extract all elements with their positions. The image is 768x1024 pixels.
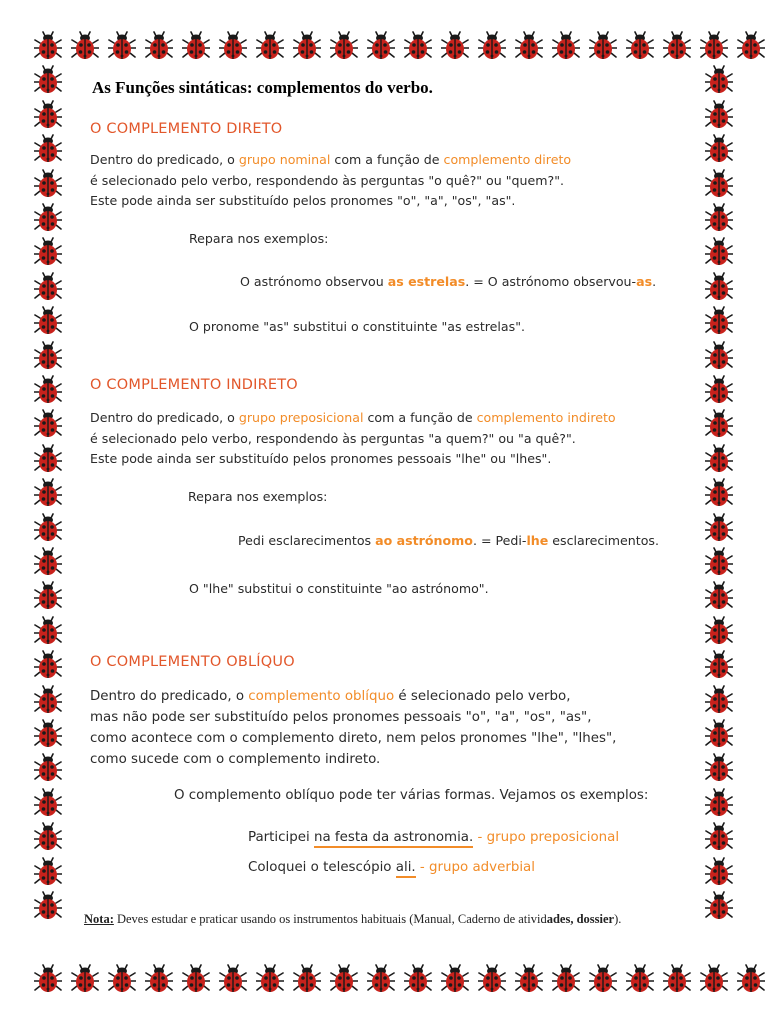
ladybug-icon: [108, 31, 136, 61]
direct-examples-label: Repara nos exemplos:: [189, 231, 329, 246]
ladybug-icon: [705, 513, 733, 543]
ladybug-icon: [34, 650, 62, 680]
ladybug-icon: [71, 964, 99, 994]
ladybug-icon: [663, 31, 691, 61]
ladybug-icon: [705, 857, 733, 887]
ladybug-icon: [34, 444, 62, 474]
ladybug-icon: [34, 100, 62, 130]
oblique-forms-intro: O complemento oblíquo pode ter várias formas. Vejamos os exemplos:: [174, 788, 649, 803]
ladybug-icon: [737, 31, 765, 61]
ladybug-icon: [367, 964, 395, 994]
ladybug-icon: [34, 237, 62, 267]
ladybug-icon: [219, 964, 247, 994]
indirect-explanation: O "lhe" substitui o constituinte "ao astrónomo".: [189, 581, 489, 596]
ladybug-icon: [34, 65, 62, 95]
ladybug-icon: [367, 31, 395, 61]
ladybug-icon: [404, 31, 432, 61]
ladybug-icon: [219, 31, 247, 61]
ladybug-icon: [34, 134, 62, 164]
ladybug-icon: [108, 964, 136, 994]
ladybug-icon: [515, 31, 543, 61]
ladybug-icon: [663, 964, 691, 994]
ladybug-icon: [589, 31, 617, 61]
ladybug-icon: [34, 719, 62, 749]
direct-example: O astrónomo observou as estrelas. = O astrónomo observou-as.: [240, 274, 657, 289]
ladybug-icon: [705, 719, 733, 749]
ladybug-icon: [34, 409, 62, 439]
ladybug-icon: [293, 964, 321, 994]
ladybug-icon: [34, 306, 62, 336]
ladybug-icon: [404, 964, 432, 994]
ladybug-icon: [478, 964, 506, 994]
ladybug-icon: [34, 753, 62, 783]
indirect-example: Pedi esclarecimentos ao astrónomo. = Pedi-lhe esclarecimentos.: [238, 533, 659, 548]
ladybug-icon: [705, 65, 733, 95]
ladybug-icon: [705, 685, 733, 715]
ladybug-icon: [71, 31, 99, 61]
ladybug-icon: [515, 964, 543, 994]
ladybug-icon: [705, 203, 733, 233]
ladybug-icon: [705, 444, 733, 474]
ladybug-icon: [705, 547, 733, 577]
section-heading-indirect: O COMPLEMENTO INDIRETO: [90, 377, 298, 393]
direct-definition: Dentro do predicado, o grupo nominal com a função de complemento direto é selecionado pelo verbo, respondendo às perguntas "o quê?" ou "quem?". Este pode ainda ser substituído pelos pronomes "o", "a", "os", "as".: [90, 152, 572, 208]
ladybug-icon: [34, 822, 62, 852]
ladybug-icon: [441, 31, 469, 61]
ladybug-icon: [700, 964, 728, 994]
ladybug-icon: [256, 31, 284, 61]
ladybug-icon: [34, 581, 62, 611]
ladybug-icon: [34, 272, 62, 302]
ladybug-icon: [705, 409, 733, 439]
ladybug-icon: [705, 891, 733, 921]
ladybug-icon: [34, 375, 62, 405]
ladybug-icon: [705, 822, 733, 852]
ladybug-icon: [705, 272, 733, 302]
direct-explanation: O pronome "as" substitui o constituinte "as estrelas".: [189, 319, 525, 334]
ladybug-icon: [34, 857, 62, 887]
indirect-definition: Dentro do predicado, o grupo preposicional com a função de complemento indireto é selecionado pelo verbo, respondendo às perguntas "a quem?" ou "a quê?". Este pode ainda ser substituído pelos pronomes pessoais "lhe" ou "lhes".: [90, 410, 616, 466]
ladybug-icon: [182, 31, 210, 61]
ladybug-icon: [330, 964, 358, 994]
ladybug-icon: [182, 964, 210, 994]
ladybug-icon: [34, 203, 62, 233]
ladybug-icon: [705, 650, 733, 680]
ladybug-icon: [34, 341, 62, 371]
ladybug-icon: [34, 788, 62, 818]
ladybug-icon: [705, 134, 733, 164]
ladybug-icon: [552, 31, 580, 61]
ladybug-icon: [34, 616, 62, 646]
section-heading-oblique: O COMPLEMENTO OBLÍQUO: [90, 654, 295, 670]
ladybug-icon: [705, 100, 733, 130]
ladybug-icon: [705, 616, 733, 646]
ladybug-icon: [441, 964, 469, 994]
ladybug-icon: [705, 341, 733, 371]
ladybug-icon: [705, 169, 733, 199]
ladybug-icon: [145, 31, 173, 61]
ladybug-icon: [256, 964, 284, 994]
ladybug-icon: [34, 891, 62, 921]
oblique-example-2: Coloquei o telescópio ali. - grupo adverbial: [248, 860, 535, 875]
ladybug-icon: [705, 478, 733, 508]
study-note: Nota: Deves estudar e praticar usando os instrumentos habituais (Manual, Caderno de atividades, dossier).: [84, 912, 622, 926]
ladybug-icon: [34, 169, 62, 199]
ladybug-icon: [700, 31, 728, 61]
ladybug-icon: [705, 788, 733, 818]
ladybug-icon: [478, 31, 506, 61]
ladybug-icon: [552, 964, 580, 994]
ladybug-icon: [293, 31, 321, 61]
section-heading-direct: O COMPLEMENTO DIRETO: [90, 121, 283, 137]
indirect-examples-label: Repara nos exemplos:: [188, 489, 328, 504]
ladybug-icon: [34, 547, 62, 577]
ladybug-icon: [34, 478, 62, 508]
ladybug-icon: [145, 964, 173, 994]
ladybug-icon: [34, 513, 62, 543]
ladybug-icon: [705, 237, 733, 267]
ladybug-icon: [34, 685, 62, 715]
ladybug-icon: [705, 753, 733, 783]
ladybug-icon: [626, 31, 654, 61]
ladybug-icon: [705, 581, 733, 611]
ladybug-icon: [705, 375, 733, 405]
oblique-example-1: Participei na festa da astronomia. - grupo preposicional: [248, 830, 619, 845]
ladybug-icon: [34, 31, 62, 61]
oblique-definition: Dentro do predicado, o complemento oblíquo é selecionado pelo verbo, mas não pode ser substituído pelos pronomes pessoais "o", "a", "os", "as", como acontece com o complemento direto, nem pelos pronomes "lhe", "lhes", como sucede com o complemento indireto.: [90, 689, 617, 767]
ladybug-icon: [705, 306, 733, 336]
ladybug-icon: [589, 964, 617, 994]
ladybug-icon: [737, 964, 765, 994]
page-title: As Funções sintáticas: complementos do verbo.: [92, 78, 433, 97]
ladybug-icon: [330, 31, 358, 61]
ladybug-icon: [626, 964, 654, 994]
ladybug-icon: [34, 964, 62, 994]
